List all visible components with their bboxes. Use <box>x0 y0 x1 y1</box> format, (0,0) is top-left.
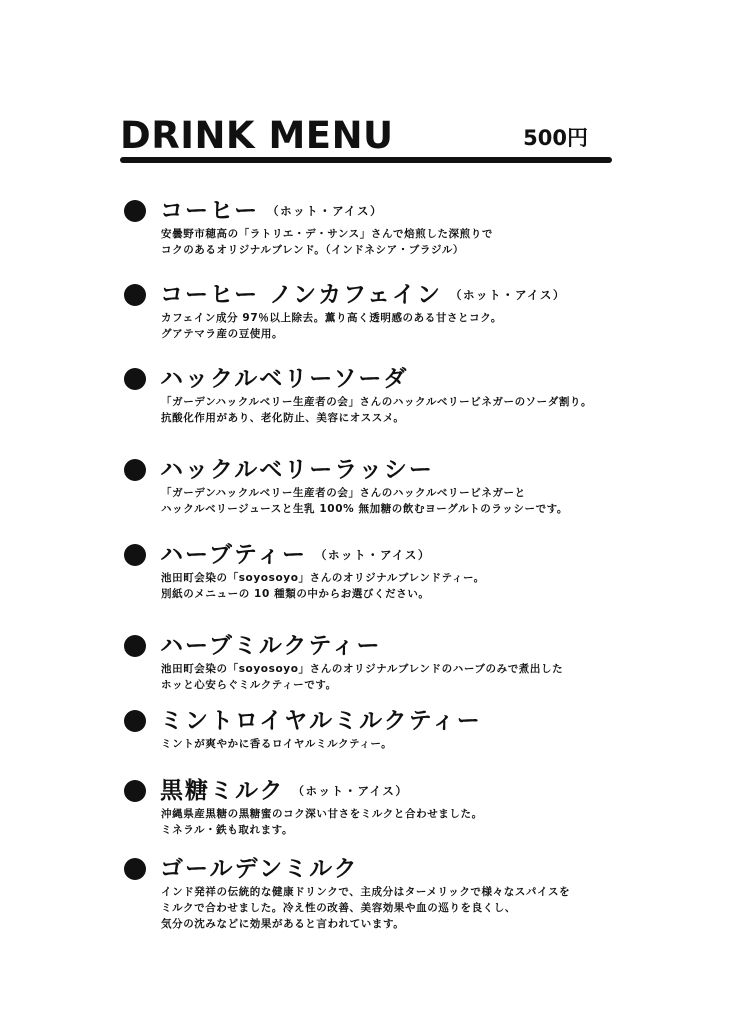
desc-line: 安曇野市穂高の「ラトリエ・デ・サンス」さんで焙煎した深煎りで <box>161 228 493 240</box>
bullet-icon <box>124 544 146 566</box>
desc-line: グアテマラ産の豆使用。 <box>161 328 284 340</box>
item-name: ゴールデンミルク <box>160 856 359 882</box>
bullet-icon <box>124 780 146 802</box>
item-name: ハーブミルクティー <box>160 633 382 659</box>
item-name: コーヒー <box>160 198 260 224</box>
desc-line: ホッと心安らぐミルクティーです。 <box>161 679 337 691</box>
item-description <box>161 485 568 517</box>
desc-line: 「ガーデンハックルベリー生産者の会」さんのハックルベリービネガーと <box>161 487 526 499</box>
item-description <box>161 661 563 693</box>
menu-header <box>120 110 612 166</box>
desc-line: 抗酸化作用があり、老化防止、美容にオススメ。 <box>161 412 405 424</box>
desc-line: 「ガーデンハックルベリー生産者の会」さんのハックルベリービネガーのソーダ割り。 <box>161 396 593 408</box>
desc-line: 沖縄県産黒糖の黒糖蜜のコク深い甘さをミルクと合わせました。 <box>161 808 483 820</box>
desc-line: ミネラル・鉄も取れます。 <box>161 824 294 836</box>
desc-line: ミルクで合わせました。冷え性の改善、美容効果や血の巡りを良くし、 <box>161 902 516 914</box>
bullet-icon <box>124 284 146 306</box>
desc-line: カフェイン成分 97％以上除去。薫り高く透明感のある甘さとコク。 <box>161 312 503 324</box>
item-description <box>161 394 592 426</box>
item-name: ハーブティー <box>160 542 308 568</box>
item-name: ミントロイヤルミルクティー <box>160 708 482 734</box>
item-name: 黒糖ミルク <box>160 778 285 804</box>
desc-line: ミントが爽やかに香るロイヤルミルクティー。 <box>161 738 393 750</box>
item-description <box>161 736 392 752</box>
bullet-icon <box>124 368 146 390</box>
item-description <box>161 226 493 258</box>
item-name: ハックルベリーソーダ <box>160 366 409 392</box>
header-divider <box>120 157 612 163</box>
item-description <box>161 310 502 342</box>
desc-line: 気分の沈みなどに効果があると言われています。 <box>161 918 405 930</box>
bullet-icon <box>124 858 146 880</box>
item-description <box>161 884 570 932</box>
desc-line: 池田町会染の「soyosoyo」さんのオリジナルブレンドティー。 <box>161 572 485 584</box>
desc-line: ハックルベリージュースと生乳 100% 無加糖の飲むヨーグルトのラッシーです。 <box>161 503 569 515</box>
item-note: （ホット・アイス） <box>315 548 431 562</box>
item-name: コーヒー ノンカフェイン <box>160 282 443 308</box>
desc-line: コクのあるオリジナルブレンド。（インドネシア・ブラジル） <box>161 244 465 256</box>
desc-line: 別紙のメニューの 10 種類の中からお選びください。 <box>161 588 430 600</box>
item-description <box>161 806 483 838</box>
item-note: （ホット・アイス） <box>267 204 383 218</box>
bullet-icon <box>124 635 146 657</box>
item-note: （ホット・アイス） <box>292 784 409 798</box>
desc-line: インド発祥の伝統的な健康ドリンクで、主成分はターメリックで様々なスパイスを <box>161 886 571 898</box>
desc-line: 池田町会染の「soyosoyo」さんのオリジナルブレンドのハーブのみで煮出した <box>161 663 564 675</box>
price-label: 500円 <box>523 126 588 150</box>
item-note: （ホット・アイス） <box>450 288 566 302</box>
bullet-icon <box>124 710 146 732</box>
page-title: DRINK MENU <box>120 114 394 157</box>
bullet-icon <box>124 200 146 222</box>
item-description <box>161 570 485 602</box>
bullet-icon <box>124 459 146 481</box>
item-name: ハックルベリーラッシー <box>160 457 434 483</box>
